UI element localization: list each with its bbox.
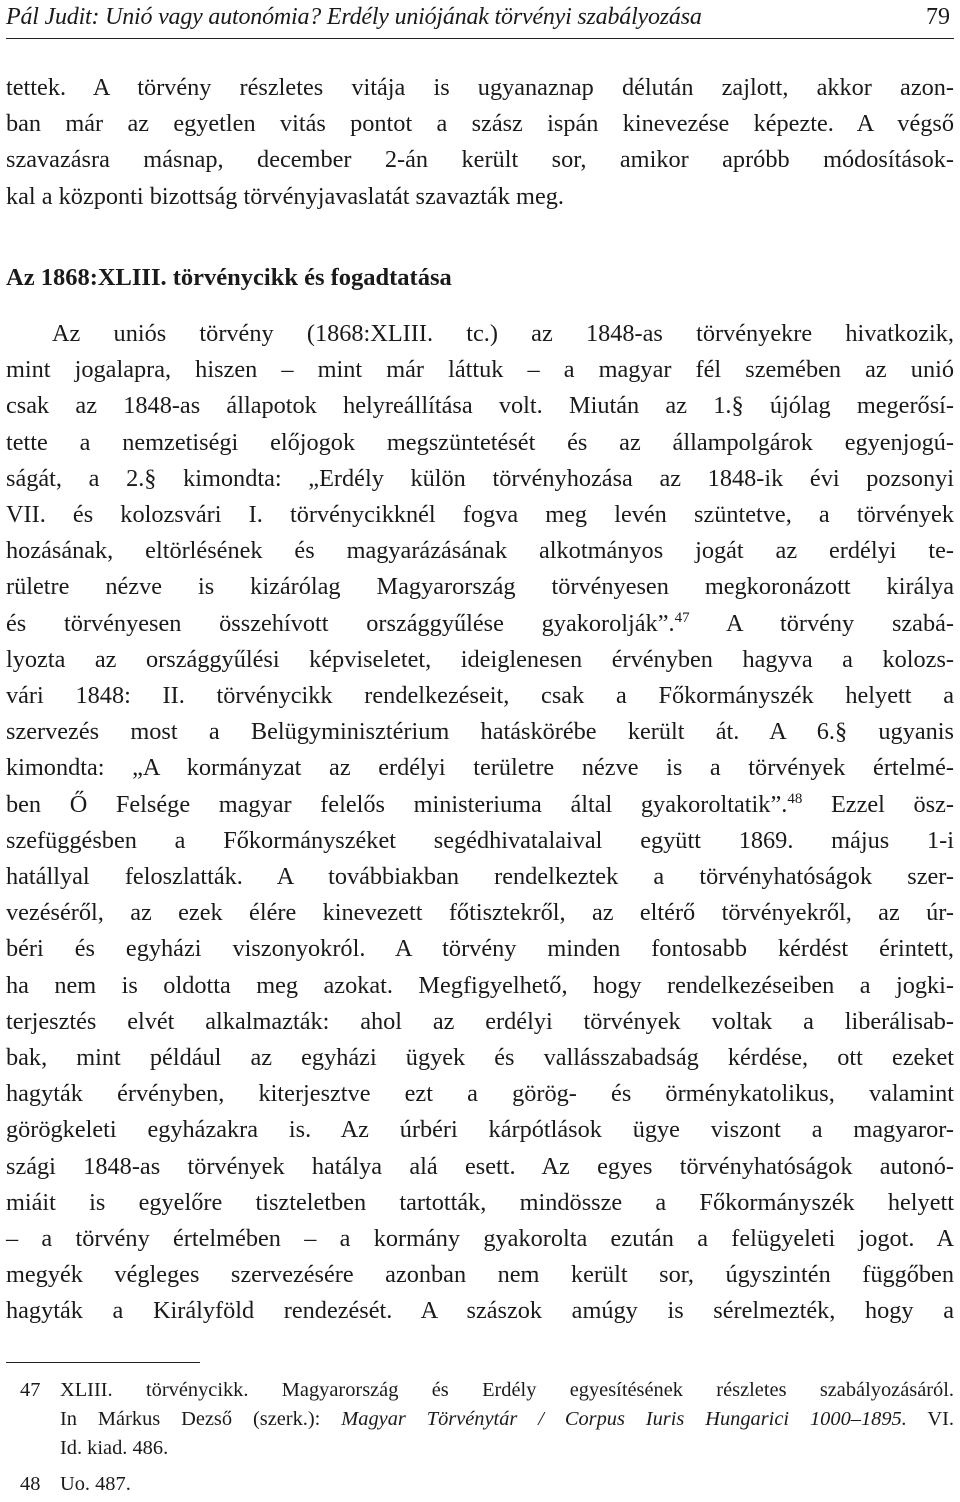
text-line: VII. és kolozsvári I. törvénycikknél fogva meg levén szüntetve, a törvények <box>6 501 954 529</box>
text-line: hozásának, eltörlésének és magyarázásának alkotmányos jogát az erdélyi te- <box>6 537 954 565</box>
section-paragraph <box>6 316 954 1330</box>
text-line: Az uniós törvény (1868:XLIII. tc.) az 1848-as törvényekre hivatkozik, <box>52 320 954 347</box>
text-line: ha nem is oldotta meg azokat. Megfigyelhető, hogy rendelkezéseiben a jogki- <box>6 971 954 999</box>
text-line: hagyták a Királyföld rendezését. A szászok amúgy is sérelmezték, hogy a <box>6 1297 954 1325</box>
text-line: hagyták érvényben, kiterjesztve ezt a görög- és örménykatolikus, valamint <box>6 1080 954 1108</box>
text-line: ságát, a 2.§ kimondta: „Erdély külön törvényhozása az 1848-ik évi pozsonyi <box>6 464 954 492</box>
text-line: hatállyal feloszlatták. A továbbiakban rendelkeztek a törvényhatóságok szer- <box>6 863 954 891</box>
footnote-text <box>60 1376 954 1463</box>
text-segment: Ezzel ösz- <box>802 790 954 818</box>
section-heading: Az 1868:XLIII. törvénycikk és fogadtatása <box>6 264 452 291</box>
text-segment: In Márkus Dezső (szerk.): <box>60 1408 342 1430</box>
footnote-text <box>60 1470 954 1499</box>
text-line-with-ref <box>6 606 954 642</box>
text-line: kimondta: „A kormányzat az erdélyi területre nézve is a törvények értelmé- <box>6 754 954 782</box>
footnote-number: 47 <box>20 1379 41 1401</box>
text-segment: A törvény szabá- <box>689 609 954 637</box>
running-header <box>6 0 954 39</box>
text-line: szági 1848-as törvények hatálya alá esett. Az egyes törvényhatóságok autonó- <box>6 1152 954 1180</box>
cited-work-title: Magyar Törvénytár / Corpus Iuris Hungarici 1000–1895. <box>341 1408 907 1430</box>
footnote-separator <box>6 1362 200 1363</box>
text-line: terjesztés elvét alkalmazták: ahol az erdélyi törvények voltak a liberálisab- <box>6 1007 954 1035</box>
running-title: Pál Judit: Unió vagy autonómia? Erdély uniójának törvényi szabályozása <box>6 4 702 30</box>
footnote-number: 48 <box>20 1473 41 1495</box>
text-line: vári 1848: II. törvénycikk rendelkezéseit, csak a Főkormányszék helyett a <box>6 682 954 710</box>
text-line: csak az 1848-as állapotok helyreállítása volt. Miután az 1.§ újólag megerősí- <box>6 392 954 420</box>
text-line: bak, mint például az egyházi ügyek és vallásszabadság kérdése, ott ezeket <box>6 1044 954 1072</box>
text-line: vezéséről, az ezek élére kinevezett főtisztekről, az eltérő törvényekről, az úr- <box>6 899 954 927</box>
text-line: kal a központi bizottság törvényjavaslatát szavazták meg. <box>6 182 564 210</box>
text-line: mint jogalapra, hiszen – mint már láttuk – a magyar fél szemében az unió <box>6 356 954 384</box>
footnote-line: Id. kiad. 486. <box>60 1437 169 1459</box>
text-segment: ben Ő Felsége magyar felelős ministeriuma által gyakoroltatik”. <box>6 790 788 818</box>
text-segment: VI. <box>906 1408 955 1430</box>
footnote-ref-48[interactable]: 48 <box>787 790 803 807</box>
text-line: – a törvény értelmében – a kormány gyakorolta ezután a felügyeleti jogot. A <box>6 1225 954 1253</box>
text-segment: és törvényesen összehívott országgyűlése gyakorolják”. <box>6 609 675 637</box>
text-line: szefüggésben a Főkormányszéket segédhivatalaival együtt 1869. május 1-i <box>6 826 954 854</box>
page-number: 79 <box>926 4 950 30</box>
footnote-line: Uo. 487. <box>60 1473 131 1495</box>
text-line: miáit is egyelőre tiszteletben tartották, mindössze a Főkormányszék helyett <box>6 1188 954 1216</box>
footnote-ref-47[interactable]: 47 <box>674 609 690 626</box>
text-line: szavazásra másnap, december 2-án került sor, amikor apróbb módosítások- <box>6 146 954 174</box>
text-line: tettek. A törvény részletes vitája is ugyanaznap délután zajlott, akkor azon- <box>6 74 954 101</box>
text-line: szervezés most a Belügyminisztérium hatáskörébe került át. A 6.§ ugyanis <box>6 718 954 746</box>
footnote-line <box>60 1405 954 1434</box>
text-line: ban már az egyetlen vitás pontot a szász ispán kinevezése képezte. A végső <box>6 110 954 138</box>
text-line: görögkeleti egyházakra is. Az úrbéri kárpótlások ügye viszont a magyaror- <box>6 1116 954 1144</box>
text-line: tette a nemzetiségi előjogok megszüntetését és az állampolgárok egyenjogú- <box>6 428 954 456</box>
footnote-line: XLIII. törvénycikk. Magyarország és Erdély egyesítésének részletes szabályozásáról. <box>60 1379 954 1401</box>
text-line: béri és egyházi viszonyokról. A törvény minden fontosabb kérdést érintett, <box>6 935 954 963</box>
text-line-with-ref <box>6 787 954 823</box>
text-line: rületre nézve is kizárólag Magyarország törvényesen megkoronázott királya <box>6 573 954 601</box>
intro-paragraph <box>6 70 954 215</box>
text-line: megyék végleges szervezésére azonban nem került sor, úgyszintén függőben <box>6 1261 954 1289</box>
text-line: lyozta az országgyűlési képviseletet, ideiglenesen érvényben hagyva a kolozs- <box>6 645 954 673</box>
